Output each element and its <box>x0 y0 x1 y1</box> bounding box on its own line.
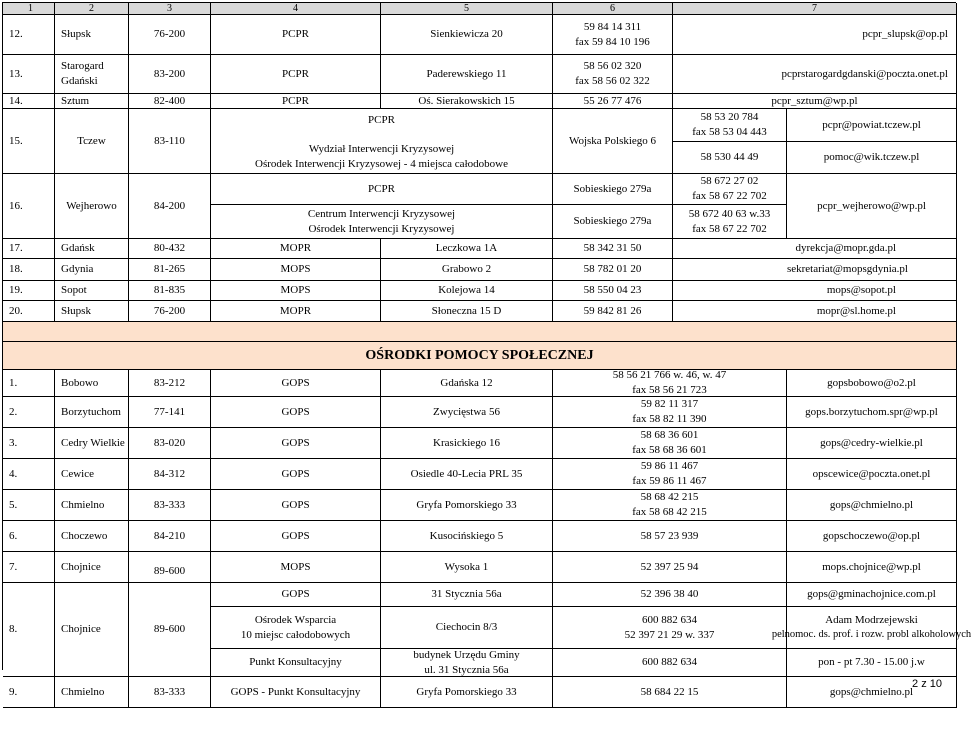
row-15-phone-2: 58 530 44 49 <box>673 142 787 174</box>
gops-8-number: 8. <box>3 583 55 677</box>
gops-5-zip: 83-333 <box>129 490 211 521</box>
gops-7-address: Wysoka 1 <box>381 552 553 583</box>
row-13-email[interactable]: pcprstarogardgdanski@poczta.onet.pl <box>673 55 957 94</box>
gops-4-phone <box>553 459 787 490</box>
fax-line: fax 58 68 42 215 <box>632 506 707 518</box>
contact-name: Adam Modrzejewski <box>825 613 918 626</box>
fax-line: fax 58 56 21 723 <box>632 384 707 396</box>
row-17-phone: 58 342 31 50 <box>553 239 673 259</box>
row-18-number: 18. <box>3 259 55 281</box>
gops-8-type-2 <box>211 607 381 649</box>
row-20-zip: 76-200 <box>129 301 211 322</box>
gops-3-city: Cedry Wielkie <box>55 428 129 459</box>
header-col-6: 6 <box>553 3 673 15</box>
gops-3-number: 3. <box>3 428 55 459</box>
gops-8-zip: 89-600 <box>129 583 211 677</box>
gops-7-zip: 89-600 <box>129 552 211 583</box>
row-20-email[interactable]: mopr@sl.home.pl <box>673 301 957 322</box>
row-18-city: Gdynia <box>55 259 129 281</box>
row-12-number: 12. <box>3 15 55 55</box>
phone-line: 58 53 20 784 <box>700 111 759 124</box>
phone-line: 59 84 14 311 <box>583 20 642 33</box>
section-spacer <box>3 322 957 342</box>
gops-8-type-3: Punkt Konsultacyjny <box>211 649 381 677</box>
row-14-address: Oś. Sierakowskich 15 <box>381 94 553 109</box>
phone-line: 58 56 02 320 <box>583 60 642 73</box>
gops-4-address: Osiedle 40-Lecia PRL 35 <box>381 459 553 490</box>
gops-2-email[interactable]: gops.borzytuchom.spr@wp.pl <box>787 397 957 428</box>
row-19-phone: 58 550 04 23 <box>553 281 673 301</box>
gops-1-number: 1. <box>3 370 55 397</box>
fax-line: fax 58 82 11 390 <box>632 413 707 425</box>
gops-6-type: GOPS <box>211 521 381 552</box>
gops-8-phone-1: 52 396 38 40 <box>553 583 787 607</box>
gops-1-phone <box>553 370 787 397</box>
phone-line: 58 672 40 63 w.33 <box>688 207 771 220</box>
gops-9-zip: 83-333 <box>129 677 211 708</box>
gops-9-phone: 58 684 22 15 <box>553 677 787 708</box>
gops-8-hours: pon - pt 7.30 - 15.00 j.w <box>787 649 957 677</box>
gops-2-number: 2. <box>3 397 55 428</box>
gops-8-address-1: 31 Stycznia 56a <box>381 583 553 607</box>
fax-line: fax 58 67 22 702 <box>692 222 767 235</box>
gops-1-address: Gdańska 12 <box>381 370 553 397</box>
header-col-7: 7 <box>673 3 957 15</box>
row-15-number: 15. <box>3 109 55 174</box>
row-15-email-2[interactable]: pomoc@wik.tczew.pl <box>787 142 957 174</box>
phone-line: 600 882 634 <box>642 613 697 626</box>
gops-2-zip: 77-141 <box>129 397 211 428</box>
type-line: 10 miejsc całodobowych <box>240 628 351 641</box>
row-16-number: 16. <box>3 174 55 239</box>
gops-5-type: GOPS <box>211 490 381 521</box>
row-12-type: PCPR <box>211 15 381 55</box>
phone-line: 58 68 36 601 <box>640 429 699 442</box>
section-title: OŚRODKI POMOCY SPOŁECZNEJ <box>3 342 957 370</box>
row-19-zip: 81-835 <box>129 281 211 301</box>
row-17-city: Gdańsk <box>55 239 129 259</box>
gops-3-phone <box>553 428 787 459</box>
gops-2-phone <box>553 397 787 428</box>
row-18-phone: 58 782 01 20 <box>553 259 673 281</box>
type-line: Ośrodek Interwencji Kryzysowej <box>308 222 455 235</box>
page-number: 2 z 10 <box>912 678 942 690</box>
fax-line: fax 59 86 11 467 <box>632 475 707 487</box>
gops-7-city: Chojnice <box>55 552 129 583</box>
type-line: Ośrodek Wsparcia <box>254 613 337 626</box>
gops-9-email[interactable]: gops@chmielno.pl <box>787 677 957 708</box>
gops-7-type: MOPS <box>211 552 381 583</box>
type-line: Centrum Interwencji Kryzysowej <box>307 207 456 220</box>
fax-line: fax 58 53 04 443 <box>692 126 767 138</box>
row-12-address: Sienkiewicza 20 <box>381 15 553 55</box>
gops-5-email[interactable]: gops@chmielno.pl <box>787 490 957 521</box>
gops-6-number: 6. <box>3 521 55 552</box>
row-14-type: PCPR <box>211 94 381 109</box>
row-19-city: Sopot <box>55 281 129 301</box>
row-19-number: 19. <box>3 281 55 301</box>
gops-8-address-2: Ciechocin 8/3 <box>381 607 553 649</box>
row-13-address: Paderewskiego 11 <box>381 55 553 94</box>
row-16-zip: 84-200 <box>129 174 211 239</box>
row-14-email[interactable]: pcpr_sztum@wp.pl <box>673 94 957 109</box>
phone-line: 58 68 42 215 <box>640 491 699 504</box>
address-line: budynek Urzędu Gminy <box>413 648 520 661</box>
fax-line: fax 59 84 10 196 <box>575 35 650 48</box>
gops-8-city: Chojnice <box>55 583 129 677</box>
phone-line: 58 672 27 02 <box>700 175 759 188</box>
gops-6-zip: 84-210 <box>129 521 211 552</box>
contact-role: pelnomoc. ds. prof. i rozw. probl alkoholowych <box>771 628 971 640</box>
phone-line: 58 56 21 766 w. 46, w. 47 <box>612 369 727 382</box>
gops-1-city: Bobowo <box>55 370 129 397</box>
row-16-city: Wejherowo <box>55 174 129 239</box>
gops-8-phone-3: 600 882 634 <box>553 649 787 677</box>
gops-4-type: GOPS <box>211 459 381 490</box>
gops-5-phone <box>553 490 787 521</box>
row-16-phone-2 <box>673 205 787 239</box>
table-bottom-spacer <box>3 708 957 732</box>
gops-3-type: GOPS <box>211 428 381 459</box>
type-line: Wydział Interwencji Kryzysowej <box>308 143 455 155</box>
row-13-type: PCPR <box>211 55 381 94</box>
gops-4-city: Cewice <box>55 459 129 490</box>
row-15-city: Tczew <box>55 109 129 174</box>
row-19-address: Kolejowa 14 <box>381 281 553 301</box>
row-19-type: MOPS <box>211 281 381 301</box>
row-14-phone: 55 26 77 476 <box>553 94 673 109</box>
row-13-zip: 83-200 <box>129 55 211 94</box>
row-19-email[interactable]: mops@sopot.pl <box>673 281 957 301</box>
gops-6-email[interactable]: gopschoczewo@op.pl <box>787 521 957 552</box>
gops-6-phone: 58 57 23 939 <box>553 521 787 552</box>
gops-2-type: GOPS <box>211 397 381 428</box>
gops-5-address: Gryfa Pomorskiego 33 <box>381 490 553 521</box>
row-17-zip: 80-432 <box>129 239 211 259</box>
gops-5-number: 5. <box>3 490 55 521</box>
row-15-zip: 83-110 <box>129 109 211 174</box>
gops-8-address-3 <box>381 649 553 677</box>
gops-8-phone-2 <box>553 607 787 649</box>
gops-9-number: 9. <box>3 677 55 708</box>
gops-4-email[interactable]: opscewice@poczta.onet.pl <box>787 459 957 490</box>
gops-7-number: 7. <box>3 552 55 583</box>
row-18-type: MOPS <box>211 259 381 281</box>
gops-9-type: GOPS - Punkt Konsultacyjny <box>211 677 381 708</box>
row-16-phone-1 <box>673 174 787 205</box>
fax-line: fax 58 56 02 322 <box>575 75 650 87</box>
gops-2-city: Borzytuchom <box>55 397 129 428</box>
row-14-zip: 82-400 <box>129 94 211 109</box>
fax-line: fax 58 67 22 702 <box>692 190 767 202</box>
row-12-email[interactable]: pcpr_slupsk@op.pl <box>673 15 957 55</box>
row-15-email-1[interactable]: pcpr@powiat.tczew.pl <box>787 109 957 142</box>
gops-8-contact <box>771 607 971 649</box>
gops-7-email[interactable]: mops.chojnice@wp.pl <box>787 552 957 583</box>
row-16-address-2: Sobieskiego 279a <box>553 205 673 239</box>
gops-1-zip: 83-212 <box>129 370 211 397</box>
row-16-address-1: Sobieskiego 279a <box>553 174 673 205</box>
address-line: ul. 31 Stycznia 56a <box>424 663 509 676</box>
row-18-email[interactable]: sekretariat@mopsgdynia.pl <box>673 259 957 281</box>
row-17-number: 17. <box>3 239 55 259</box>
row-17-email[interactable]: dyrekcja@mopr.gda.pl <box>673 239 957 259</box>
row-18-zip: 81-265 <box>129 259 211 281</box>
gops-5-city: Chmielno <box>55 490 129 521</box>
gops-1-type: GOPS <box>211 370 381 397</box>
row-15-type-crisis <box>211 142 553 174</box>
phone-line: 52 397 21 29 w. 337 <box>624 628 715 641</box>
gops-3-email[interactable]: gops@cedry-wielkie.pl <box>787 428 957 459</box>
row-13-number: 13. <box>3 55 55 94</box>
row-15-address: Wojska Polskiego 6 <box>553 109 673 174</box>
row-20-phone: 59 842 81 26 <box>553 301 673 322</box>
gops-4-zip: 84-312 <box>129 459 211 490</box>
row-12-phone <box>553 15 673 55</box>
row-20-type: MOPR <box>211 301 381 322</box>
gops-8-email-1[interactable]: gops@gminachojnice.com.pl <box>787 583 957 607</box>
gops-2-address: Zwycięstwa 56 <box>381 397 553 428</box>
row-15-type-pcpr: PCPR <box>211 109 553 142</box>
row-14-number: 14. <box>3 94 55 109</box>
row-12-city: Słupsk <box>55 15 129 55</box>
row-14-city: Sztum <box>55 94 129 109</box>
gops-9-city: Chmielno <box>55 677 129 708</box>
header-col-5: 5 <box>381 3 553 15</box>
row-20-address: Słoneczna 15 D <box>381 301 553 322</box>
fax-line: fax 58 68 36 601 <box>632 444 707 456</box>
row-12-zip: 76-200 <box>129 15 211 55</box>
phone-line: 59 86 11 467 <box>640 460 699 473</box>
gops-3-zip: 83-020 <box>129 428 211 459</box>
row-18-address: Grabowo 2 <box>381 259 553 281</box>
header-col-1: 1 <box>3 3 55 15</box>
row-16-email[interactable]: pcpr_wejherowo@wp.pl <box>787 174 957 239</box>
gops-1-email[interactable]: gopsbobowo@o2.pl <box>787 370 957 397</box>
gops-3-address: Krasickiego 16 <box>381 428 553 459</box>
gops-6-address: Kusocińskiego 5 <box>381 521 553 552</box>
gops-6-city: Choczewo <box>55 521 129 552</box>
gops-8-type-1: GOPS <box>211 583 381 607</box>
header-col-2: 2 <box>55 3 129 15</box>
phone-line: 59 82 11 317 <box>640 398 699 411</box>
row-17-type: MOPR <box>211 239 381 259</box>
row-17-address: Leczkowa 1A <box>381 239 553 259</box>
gops-9-address: Gryfa Pomorskiego 33 <box>381 677 553 708</box>
header-col-3: 3 <box>129 3 211 15</box>
gops-7-phone: 52 397 25 94 <box>553 552 787 583</box>
header-col-4: 4 <box>211 3 381 15</box>
row-13-city: Starogard Gdański <box>55 55 129 94</box>
row-16-type-crisis <box>211 205 553 239</box>
row-20-city: Słupsk <box>55 301 129 322</box>
row-13-phone <box>553 55 673 94</box>
row-15-phone-1 <box>673 109 787 142</box>
row-16-type-pcpr: PCPR <box>211 174 553 205</box>
gops-4-number: 4. <box>3 459 55 490</box>
type-line: Ośrodek Interwencji Kryzysowej - 4 miejsca całodobowe <box>255 157 508 170</box>
row-20-number: 20. <box>3 301 55 322</box>
